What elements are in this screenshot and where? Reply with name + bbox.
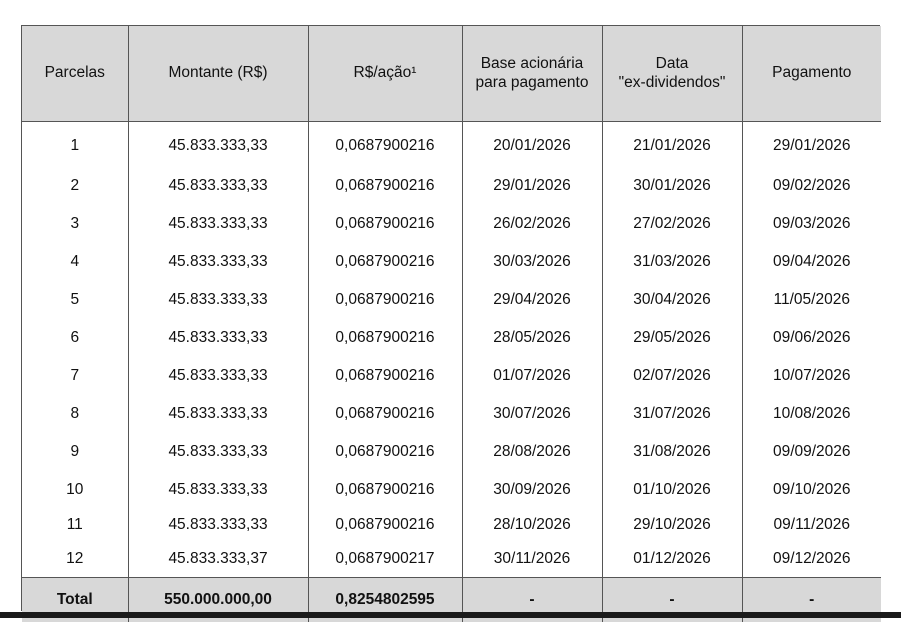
cell-rs-acao: 0,0687900216 xyxy=(308,509,462,541)
cell-montante: 45.833.333,33 xyxy=(128,205,308,243)
cell-rs-acao: 0,0687900216 xyxy=(308,122,462,168)
table-row xyxy=(22,509,881,541)
table-row xyxy=(22,243,881,281)
cell-montante: 45.833.333,33 xyxy=(128,281,308,319)
cell-pagamento: 09/12/2026 xyxy=(742,541,881,578)
cell-ex-dividendos: 30/04/2026 xyxy=(602,281,742,319)
table-row xyxy=(22,167,881,205)
table-row xyxy=(22,357,881,395)
cell-montante: 45.833.333,33 xyxy=(128,509,308,541)
cell-ex-dividendos: 31/08/2026 xyxy=(602,433,742,471)
cell-ex-dividendos: 31/07/2026 xyxy=(602,395,742,433)
table-row xyxy=(22,541,881,578)
cell-pagamento: 09/06/2026 xyxy=(742,319,881,357)
table-row xyxy=(22,281,881,319)
cell-parcela: 7 xyxy=(22,357,128,395)
cell-rs-acao: 0,0687900216 xyxy=(308,319,462,357)
bottom-edge-bar xyxy=(0,612,901,618)
cell-montante: 45.833.333,33 xyxy=(128,319,308,357)
cell-ex-dividendos: 27/02/2026 xyxy=(602,205,742,243)
cell-base: 28/10/2026 xyxy=(462,509,602,541)
cell-pagamento: 29/01/2026 xyxy=(742,122,881,168)
total-ex-dividendos: - xyxy=(602,578,742,622)
total-label: Total xyxy=(22,578,128,622)
cell-pagamento: 10/07/2026 xyxy=(742,357,881,395)
cell-ex-dividendos: 21/01/2026 xyxy=(602,122,742,168)
header-base-line1: Base acionária xyxy=(463,55,602,74)
cell-montante: 45.833.333,33 xyxy=(128,167,308,205)
header-montante: Montante (R$) xyxy=(128,26,308,122)
cell-montante: 45.833.333,33 xyxy=(128,471,308,509)
cell-base: 29/04/2026 xyxy=(462,281,602,319)
cell-rs-acao: 0,0687900217 xyxy=(308,541,462,578)
cell-rs-acao: 0,0687900216 xyxy=(308,357,462,395)
cell-parcela: 6 xyxy=(22,319,128,357)
cell-base: 30/11/2026 xyxy=(462,541,602,578)
cell-pagamento: 09/09/2026 xyxy=(742,433,881,471)
table-row xyxy=(22,122,881,168)
cell-rs-acao: 0,0687900216 xyxy=(308,243,462,281)
total-base: - xyxy=(462,578,602,622)
cell-ex-dividendos: 01/12/2026 xyxy=(602,541,742,578)
cell-montante: 45.833.333,37 xyxy=(128,541,308,578)
cell-rs-acao: 0,0687900216 xyxy=(308,205,462,243)
cell-parcela: 2 xyxy=(22,167,128,205)
cell-pagamento: 09/03/2026 xyxy=(742,205,881,243)
cell-parcela: 1 xyxy=(22,122,128,168)
table-row xyxy=(22,205,881,243)
cell-base: 28/08/2026 xyxy=(462,433,602,471)
header-pagamento: Pagamento xyxy=(742,26,881,122)
cell-pagamento: 11/05/2026 xyxy=(742,281,881,319)
cell-pagamento: 09/11/2026 xyxy=(742,509,881,541)
cell-parcela: 3 xyxy=(22,205,128,243)
cell-pagamento: 10/08/2026 xyxy=(742,395,881,433)
cell-base: 30/03/2026 xyxy=(462,243,602,281)
cell-rs-acao: 0,0687900216 xyxy=(308,167,462,205)
cell-ex-dividendos: 29/10/2026 xyxy=(602,509,742,541)
cell-montante: 45.833.333,33 xyxy=(128,243,308,281)
cell-montante: 45.833.333,33 xyxy=(128,357,308,395)
header-rs-acao: R$/ação¹ xyxy=(308,26,462,122)
total-rs-acao: 0,8254802595 xyxy=(308,578,462,622)
header-data-line2: "ex-dividendos" xyxy=(603,74,742,93)
cell-pagamento: 09/04/2026 xyxy=(742,243,881,281)
cell-base: 20/01/2026 xyxy=(462,122,602,168)
header-data-ex-dividendos xyxy=(602,26,742,122)
cell-montante: 45.833.333,33 xyxy=(128,122,308,168)
cell-ex-dividendos: 02/07/2026 xyxy=(602,357,742,395)
cell-base: 30/09/2026 xyxy=(462,471,602,509)
cell-ex-dividendos: 31/03/2026 xyxy=(602,243,742,281)
cell-base: 01/07/2026 xyxy=(462,357,602,395)
cell-parcela: 8 xyxy=(22,395,128,433)
cell-parcela: 9 xyxy=(22,433,128,471)
table-row xyxy=(22,471,881,509)
cell-rs-acao: 0,0687900216 xyxy=(308,281,462,319)
header-row xyxy=(22,26,881,122)
cell-parcela: 5 xyxy=(22,281,128,319)
dividend-schedule-table-container xyxy=(21,25,880,611)
cell-pagamento: 09/02/2026 xyxy=(742,167,881,205)
cell-base: 29/01/2026 xyxy=(462,167,602,205)
header-base-line2: para pagamento xyxy=(463,74,602,93)
total-pagamento: - xyxy=(742,578,881,622)
cell-base: 30/07/2026 xyxy=(462,395,602,433)
cell-rs-acao: 0,0687900216 xyxy=(308,471,462,509)
table-row xyxy=(22,395,881,433)
cell-ex-dividendos: 01/10/2026 xyxy=(602,471,742,509)
dividend-schedule-table xyxy=(22,26,881,622)
header-base-acionaria xyxy=(462,26,602,122)
cell-ex-dividendos: 30/01/2026 xyxy=(602,167,742,205)
cell-parcela: 12 xyxy=(22,541,128,578)
cell-ex-dividendos: 29/05/2026 xyxy=(602,319,742,357)
header-parcelas: Parcelas xyxy=(22,26,128,122)
table-row xyxy=(22,319,881,357)
cell-parcela: 11 xyxy=(22,509,128,541)
cell-parcela: 4 xyxy=(22,243,128,281)
header-data-line1: Data xyxy=(603,55,742,74)
cell-rs-acao: 0,0687900216 xyxy=(308,395,462,433)
table-row xyxy=(22,433,881,471)
cell-base: 26/02/2026 xyxy=(462,205,602,243)
cell-base: 28/05/2026 xyxy=(462,319,602,357)
cell-rs-acao: 0,0687900216 xyxy=(308,433,462,471)
cell-montante: 45.833.333,33 xyxy=(128,433,308,471)
cell-parcela: 10 xyxy=(22,471,128,509)
total-montante: 550.000.000,00 xyxy=(128,578,308,622)
cell-pagamento: 09/10/2026 xyxy=(742,471,881,509)
cell-montante: 45.833.333,33 xyxy=(128,395,308,433)
